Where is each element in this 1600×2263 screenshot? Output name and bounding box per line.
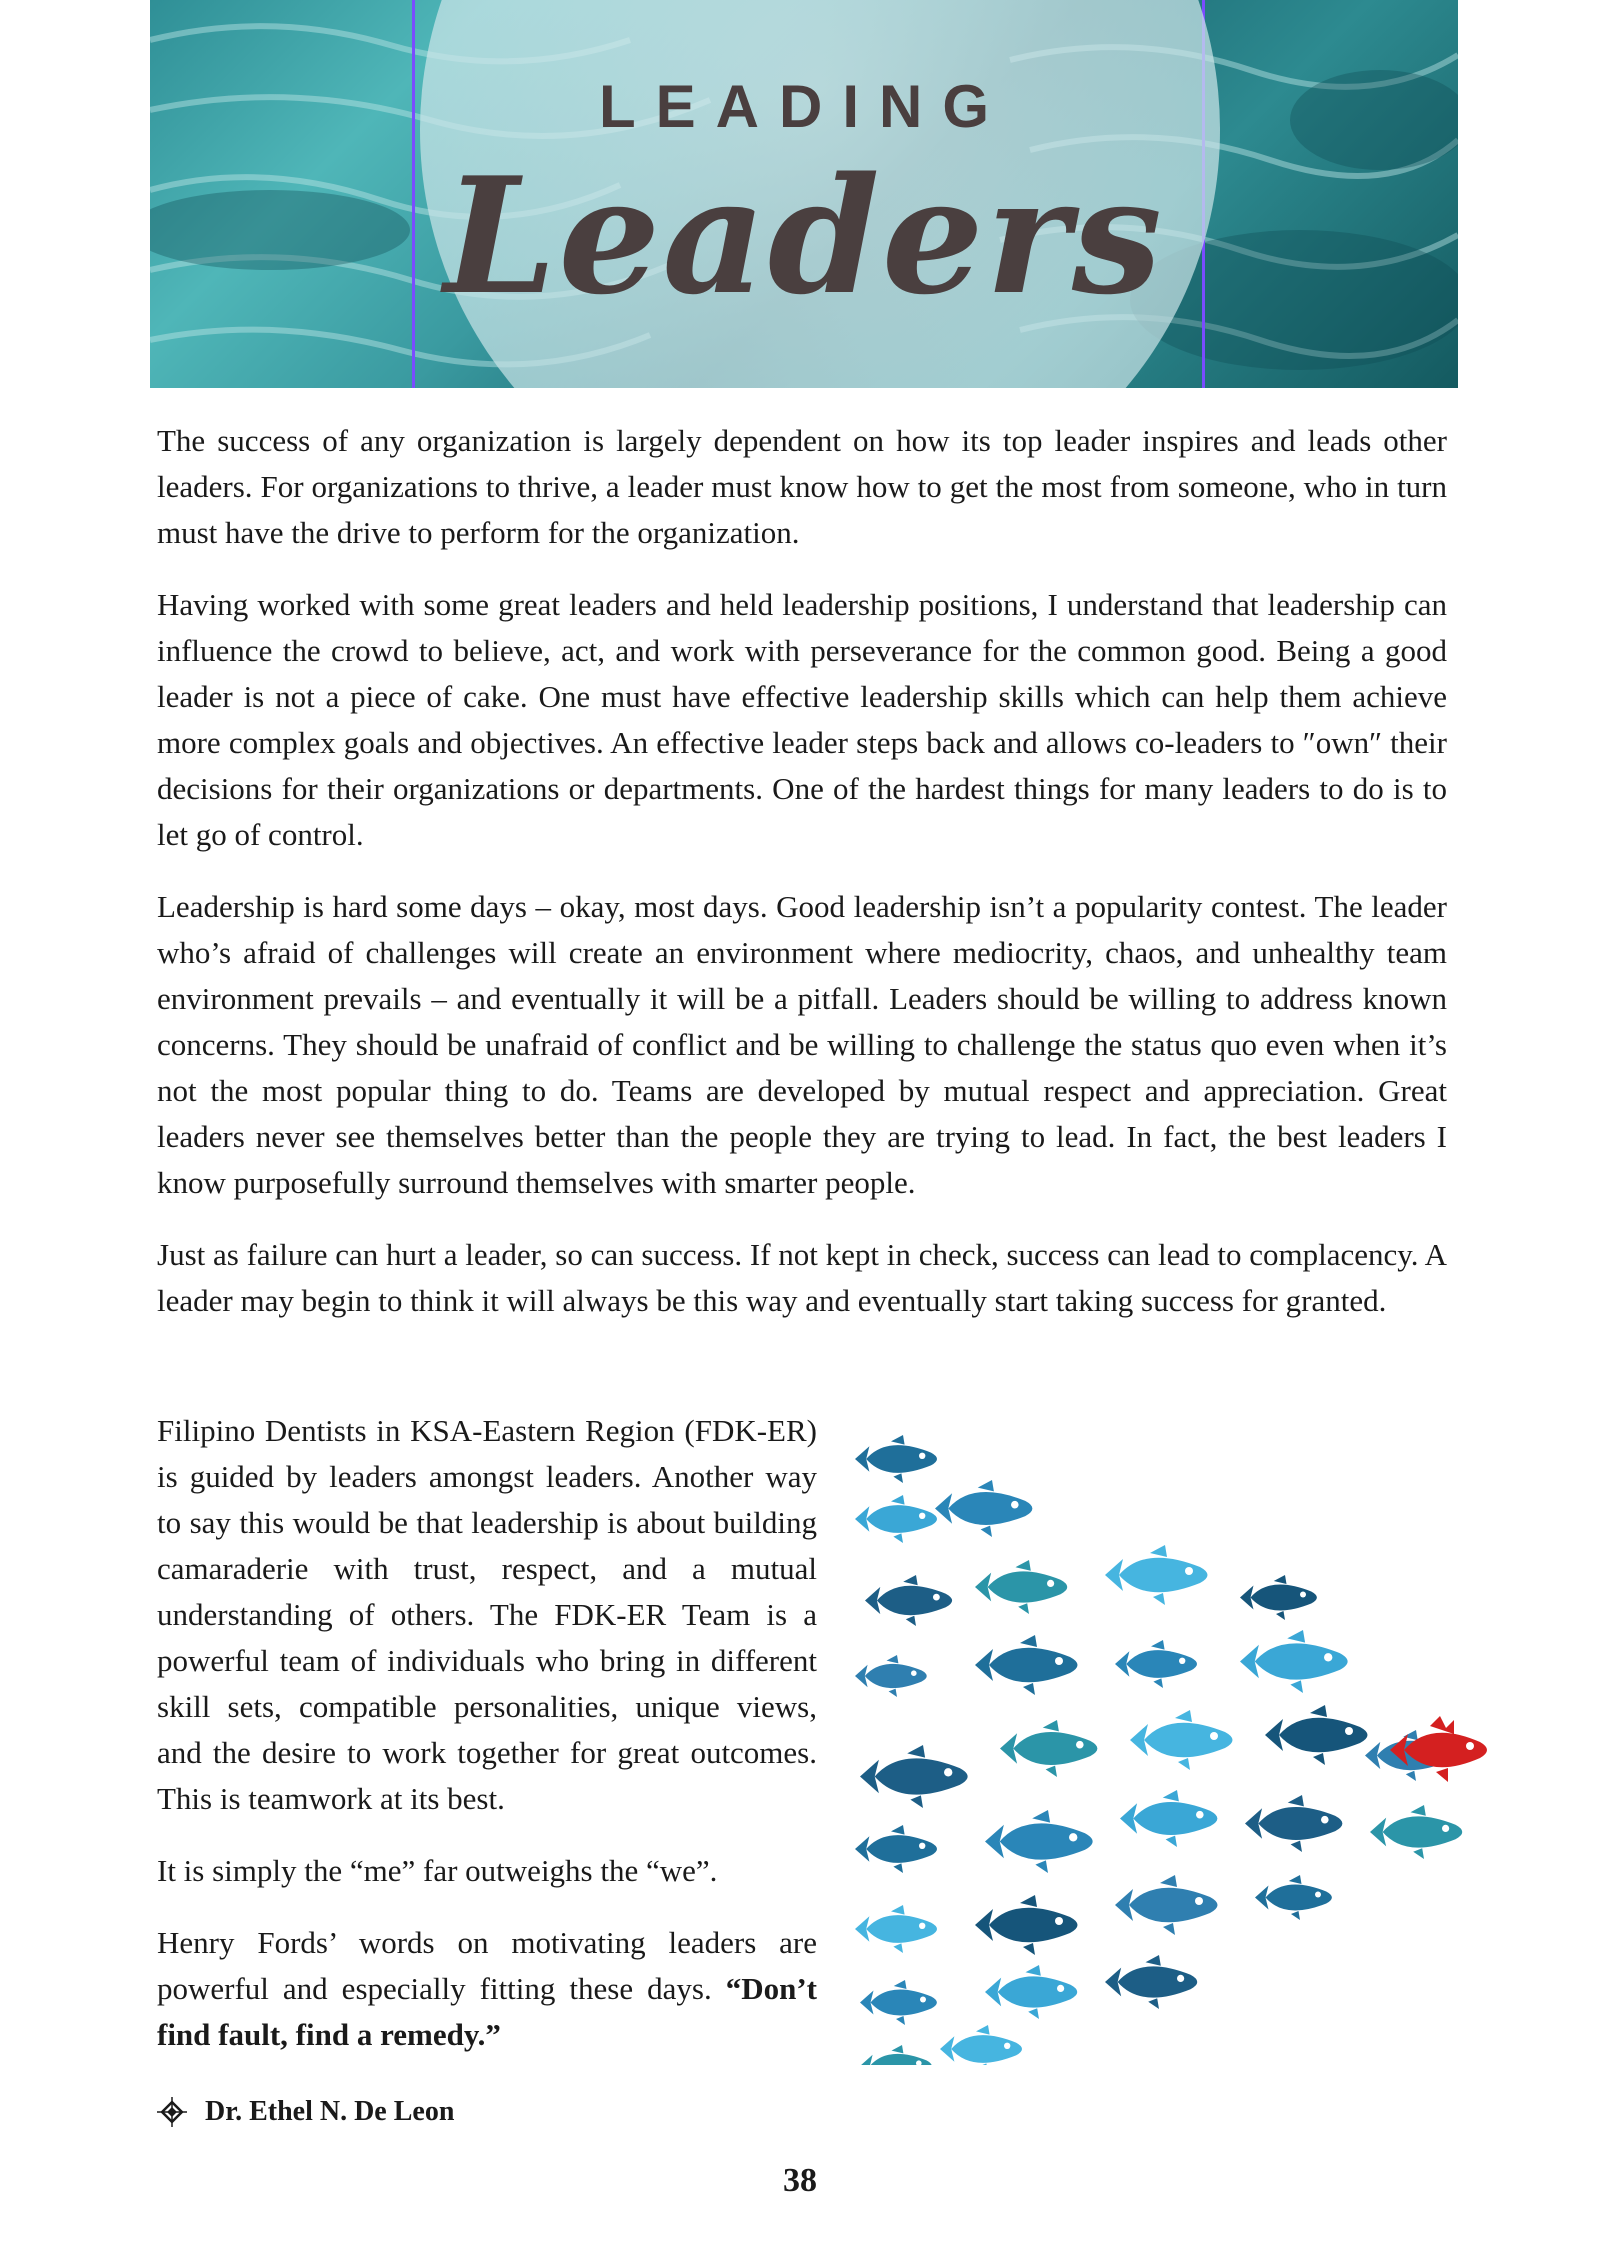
blue-fish xyxy=(860,1980,937,2025)
blue-fish xyxy=(860,2045,932,2065)
fish-school-illustration xyxy=(845,1425,1490,2065)
article-body xyxy=(157,418,1447,1350)
blue-fish xyxy=(855,1495,937,1543)
blue-fish xyxy=(865,1575,952,1626)
paragraph: Leadership is hard some days – okay, most days. Good leadership isn’t a popularity contest. The leader who’s afraid of challenges will create an environment where mediocrity, chaos, and unhealthy team environment prevails – and eventually it will be a pitfall. Leaders should be willing to address known concerns. They should be unafraid of conflict and be willing to challenge the status quo even when it’s not the most popular thing to do. Teams are developed by mutual respect and appreciation. Great leaders never see themselves better than the people they are trying to lead. In fact, the best leaders I know purposefully surround themselves with smarter people. xyxy=(157,889,1447,1200)
blue-fish xyxy=(855,1905,937,1953)
paragraph: Having worked with some great leaders and held leadership positions, I understand that leadership can influence the crowd to believe, act, and work with perseverance for the common good. Being a good leader is not a piece of cake. One must have effective leadership skills which can help them achieve more complex goals and objectives. An effective leader steps back and allows co-leaders to ″own″ their decisions for their organizations or departments. One of the hardest things for many leaders to do is to let go of control. xyxy=(157,587,1447,852)
blue-fish xyxy=(1105,1955,1197,2009)
blue-fish xyxy=(935,1480,1032,1537)
blue-fish xyxy=(1000,1720,1097,1777)
blue-fish xyxy=(975,1560,1067,1614)
blue-fish xyxy=(1370,1805,1462,1859)
blue-fish xyxy=(985,1810,1093,1873)
banner-title-top: LEADING xyxy=(599,73,1009,140)
diamond-ornament-icon xyxy=(157,2097,187,2127)
quote-intro: Henry Fords’ words on motivating leaders are powerful and especially fitting these days. xyxy=(157,1925,817,2006)
blue-fish xyxy=(975,1895,1078,1955)
author-line xyxy=(157,2096,454,2128)
blue-fish xyxy=(855,1435,937,1483)
paragraph: Just as failure can hurt a leader, so can success. If not kept in check, success can lead to complacency. A leader may begin to think it will always be this way and eventually start taking success for granted. xyxy=(157,1237,1447,1318)
blue-fish xyxy=(1130,1710,1233,1770)
blue-fish xyxy=(1240,1575,1317,1620)
blue-fish xyxy=(1245,1795,1342,1852)
quote-paragraph xyxy=(157,1920,817,2058)
blue-fish xyxy=(1265,1705,1368,1765)
header-banner xyxy=(150,0,1458,388)
left-column xyxy=(157,1408,817,2084)
blue-fish xyxy=(940,2025,1022,2065)
paragraph: It is simply the “me” far outweighs the “we”. xyxy=(157,1853,718,1888)
blue-fish xyxy=(855,1655,927,1697)
blue-fish xyxy=(975,1635,1078,1695)
paragraph: Filipino Dentists in KSA-Eastern Region (FDK-ER) is guided by leaders amongst leaders. Another way to say this would be that leadership is about building camaraderie with trust, respect, and a mutual understanding of others. The FDK-ER Team is a powerful team of individuals who bring in different skill sets, compatible personalities, unique views, and the desire to work together for great outcomes. This is teamwork at its best. xyxy=(157,1413,817,1816)
blue-fish xyxy=(1240,1630,1348,1693)
banner-title-main: Leaders xyxy=(443,142,1164,330)
blue-fish xyxy=(855,1825,937,1873)
author-name: Dr. Ethel N. De Leon xyxy=(205,2096,455,2127)
blue-fish xyxy=(1120,1790,1217,1847)
blue-fish xyxy=(1105,1545,1208,1605)
blue-fish xyxy=(1115,1640,1197,1688)
blue-fish xyxy=(985,1965,1077,2019)
paragraph: The success of any organization is largely dependent on how its top leader inspires and leads other leaders. For organizations to thrive, a leader must know how to get the most from someone, who in turn must have the drive to perform for the organization. xyxy=(157,423,1447,550)
quote-text: “Don’t find fault, find a remedy.” xyxy=(157,1971,817,2052)
blue-fish xyxy=(860,1745,968,1808)
page-number: 38 xyxy=(783,2162,817,2199)
blue-fish xyxy=(1255,1875,1332,1920)
blue-fish xyxy=(1115,1875,1218,1935)
